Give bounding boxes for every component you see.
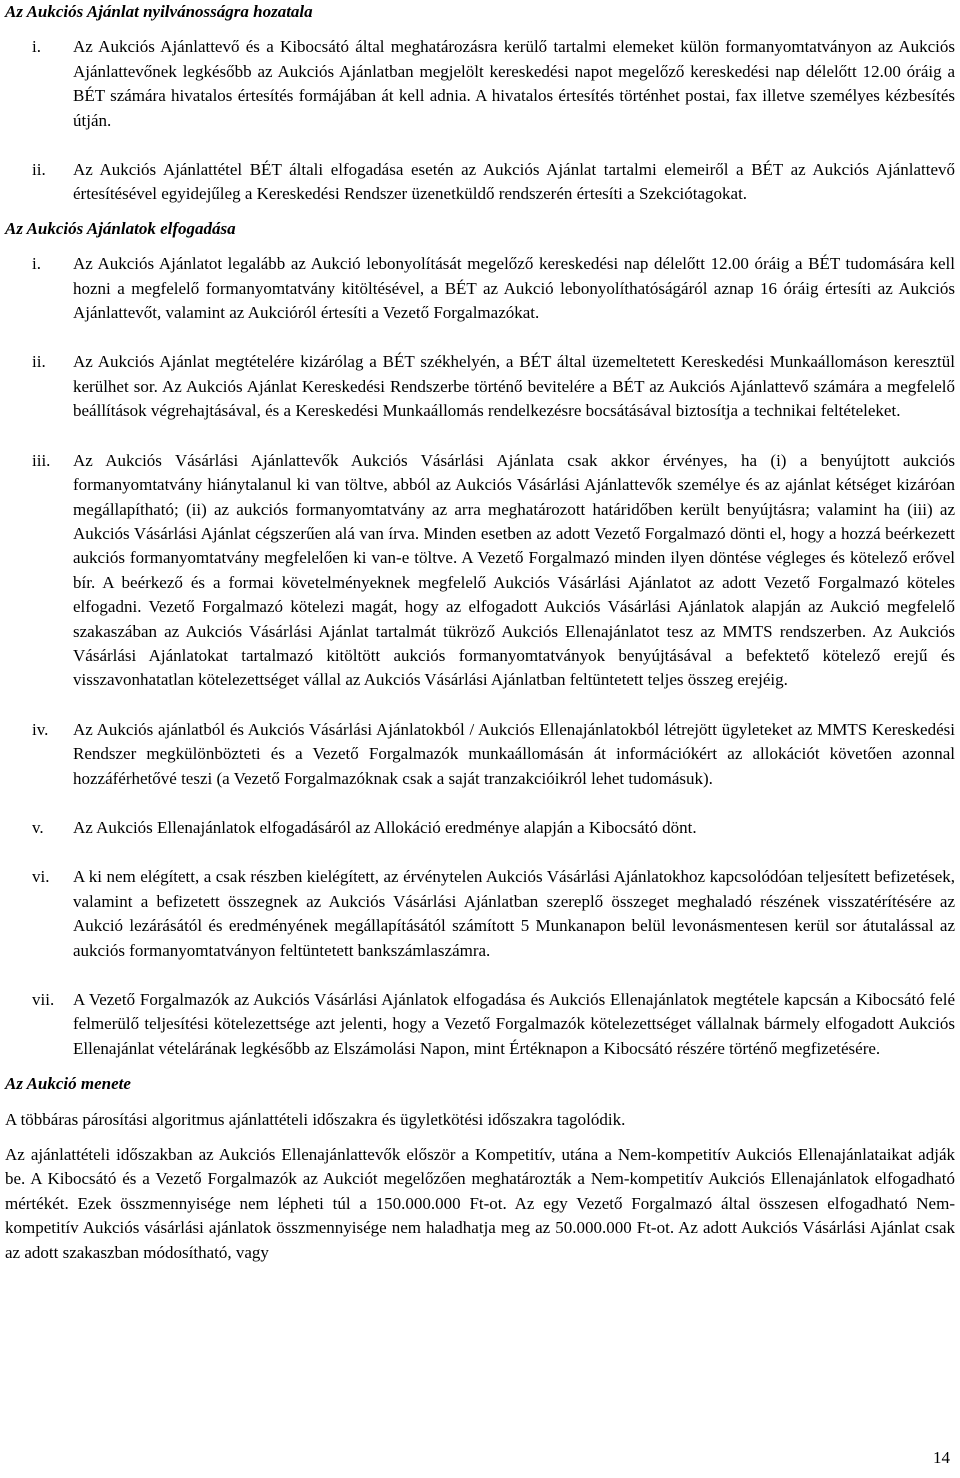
item-number: iii. — [32, 450, 51, 470]
list-item — [5, 816, 955, 840]
item-text: Az Aukciós Ajánlat megtételére kizárólag a BÉT székhelyén, a BÉT által üzemeltetett Kereskedési Munkaállomáson keresztül kerülhet sor. Az Aukciós Ajánlat Kereskedési Rendszerbe történő bevitelére a BÉT az Aukciós Ajánlattevő számára a megfelelő beállítások végrehajtásával, és a Kereskedési Munkaállomás rendelkezésre bocsátásával biztosítja a technikai feltételeket. — [73, 352, 955, 421]
section-heading-procedure: Az Aukció menete — [5, 1074, 131, 1094]
list-item — [5, 449, 955, 693]
item-number: ii. — [32, 352, 46, 372]
item-text: Az Aukciós Ellenajánlatok elfogadásáról az Allokáció eredménye alapján a Kibocsátó dönt. — [73, 817, 697, 837]
section-heading-acceptance: Az Aukciós Ajánlatok elfogadása — [5, 218, 236, 238]
paragraph: Az ajánlattételi időszakban az Aukciós Ellenajánlattevők először a Kompetitív, utána a Nem-kompetitív Aukciós Ellenajánlataikat adják be. A Kibocsátó és a Vezető Forgalmazók az Aukciót megelőzően meghatározták a Nem-kompetitív Aukciós Ellenajánlatok elfogadható mértékét. Ezek összmennyisége nem lépheti túl a 150.000.000 Ft-ot. Az egy Vezető Forgalmazó által összesen elfogadható Nem-kompetitív Aukciós vásárlási ajánlatok összmennyisége nem haladhatja meg az 50.000.000 Ft-ot. Az adott Aukciós Vásárlási Ajánlat csak az adott szakaszban módosítható, vagy — [5, 1145, 955, 1262]
item-number: iv. — [32, 719, 49, 739]
section-heading-publication: Az Aukciós Ajánlat nyilvánosságra hozatala — [5, 2, 313, 21]
list-item — [5, 865, 955, 963]
item-number: v. — [32, 817, 44, 837]
document-page — [5, 0, 955, 1265]
list-item — [5, 350, 955, 423]
item-number: vii. — [32, 990, 55, 1009]
item-text: Az Aukciós Ajánlattétel BÉT általi elfogadása esetén az Aukciós Ajánlat tartalmi elemeiről a BÉT az Aukciós Ajánlattevő értesítésével egyidejűleg a Kereskedési Rendszer üzenetküldő rendszerén értesíti a Szekciótagokat. — [73, 160, 955, 204]
item-number: vi. — [32, 867, 50, 887]
list-item — [5, 988, 955, 1061]
item-number: i. — [32, 37, 41, 57]
item-text: Az Aukciós Vásárlási Ajánlattevők Aukciós Vásárlási Ajánlata csak akkor érvényes, ha (i) a benyújtott aukciós formanyomtatvány hiánytalanul ki van töltve, abból az Aukciós Vásárlási Ajánlattevők személye és az ajánlat kétséget kizáróan megállapítható; (ii) az aukciós formanyomtatvány az arra meghatározott határidőben került benyújtásra; valamint ha (iii) az Aukciós Vásárlási Ajánlat cégszerűen alá van írva. Minden esetben az adott Vezető Forgalmazó dönti el, hogy a hozzá beérkezett aukciós formanyomtatvány megfelelően ki van-e töltve. A Vezető Forgalmazó minden ilyen döntése végleges és kötelező erővel bír. A beérkező és a formai követelményeknek megfelelő Aukciós Vásárlási Ajánlatot az adott Vezető Forgalmazó köteles elfogadni. Vezető Forgalmazó kötelezi magát, hogy az elfogadott Aukciós Vásárlási Ajánlatok alapján az Aukció megfelelő szakaszában az Aukciós Vásárlási Ajánlat tartalmát tükröző Aukciós Ellenajánlatot tesz az MMTS rendszerben. Az Aukciós Vásárlási Ajánlatokat tartalmazó kitöltött aukciós formanyomtatványok benyújtásával a befektető kötelező erejű és visszavonhatatlan kötelezettséget vállal az Aukciós Vásárlási Ajánlatban feltüntetett teljes összeg erejéig. — [73, 450, 955, 690]
list-item — [5, 35, 955, 133]
item-text: Az Aukciós Ajánlattevő és a Kibocsátó által meghatározásra kerülő tartalmi elemeket külön formanyomtatványon az Aukciós Ajánlattevőnek legkésőbb az Aukciós Ajánlatban megjelölt kereskedési napot megelőző kereskedési nap délelőtt 12.00 óráig a BÉT számára hivatalos értesítés formájában át kell adnia. A hivatalos értesítés történhet postai, fax illetve személyes kézbesítés útján. — [73, 37, 955, 130]
item-text: A ki nem elégített, a csak részben kielégített, az érvénytelen Aukciós Vásárlási Ajánlatokhoz kapcsolódóan teljesített befizetések, valamint a befizetett összegnek az Aukciós Vásárlási Ajánlatban szereplő összeget meghaladó részének visszatérítésére az Aukció lezárásától és eredményének megállapításától számított 5 Munkanapon belül levonásmentesen kerül sor átutalással az aukciós formanyomtatványon feltüntetett bankszámlaszámra. — [73, 867, 955, 960]
item-text: A Vezető Forgalmazók az Aukciós Vásárlási Ajánlatok elfogadása és Aukciós Ellenajánlatok megtétele kapcsán a Kibocsátó felé felmerülő teljesítési kötelezettsége azt jelenti, hogy a Vezető Forgalmazók kötelezettséget vállalnak bármely elfogadott Aukciós Ellenajánlat vételárának legkésőbb az Elszámolási Napon, mint Értéknapon a Kibocsátó részére történő megfizetésére. — [73, 990, 955, 1058]
item-text: Az Aukciós Ajánlatot legalább az Aukció lebonyolítását megelőző kereskedési nap délelőtt 12.00 óráig a BÉT tudomására kell hozni a megfelelő formanyomtatvány kitöltésével, a BÉT az Aukció lebonyolíthatóságáról aznap 16 óráig értesíti az Aukciós Ajánlattevőt, valamint az Aukcióról értesíti a Vezető Forgalmazókat. — [73, 254, 955, 323]
list-item — [5, 158, 955, 207]
item-number: ii. — [32, 160, 46, 180]
list-item — [5, 718, 955, 791]
paragraph: A többáras párosítási algoritmus ajánlattételi időszakra és ügyletkötési időszakra tagolódik. — [5, 1109, 626, 1129]
page-number: 14 — [933, 1448, 950, 1467]
list-item — [5, 252, 955, 325]
item-text: Az Aukciós ajánlatból és Aukciós Vásárlási Ajánlatokból / Aukciós Ellenajánlatokból létrejött ügyleteket az MMTS Kereskedési Rendszer megkülönbözteti és a Vezető Forgalmazók munkaállomásán át információkért az allokációt követően azonnal hozzáférhetővé teszi (a Vezető Forgalmazóknak csak a saját tranzakcióikról lehet tudomásuk). — [73, 719, 955, 788]
item-number: i. — [32, 254, 41, 274]
